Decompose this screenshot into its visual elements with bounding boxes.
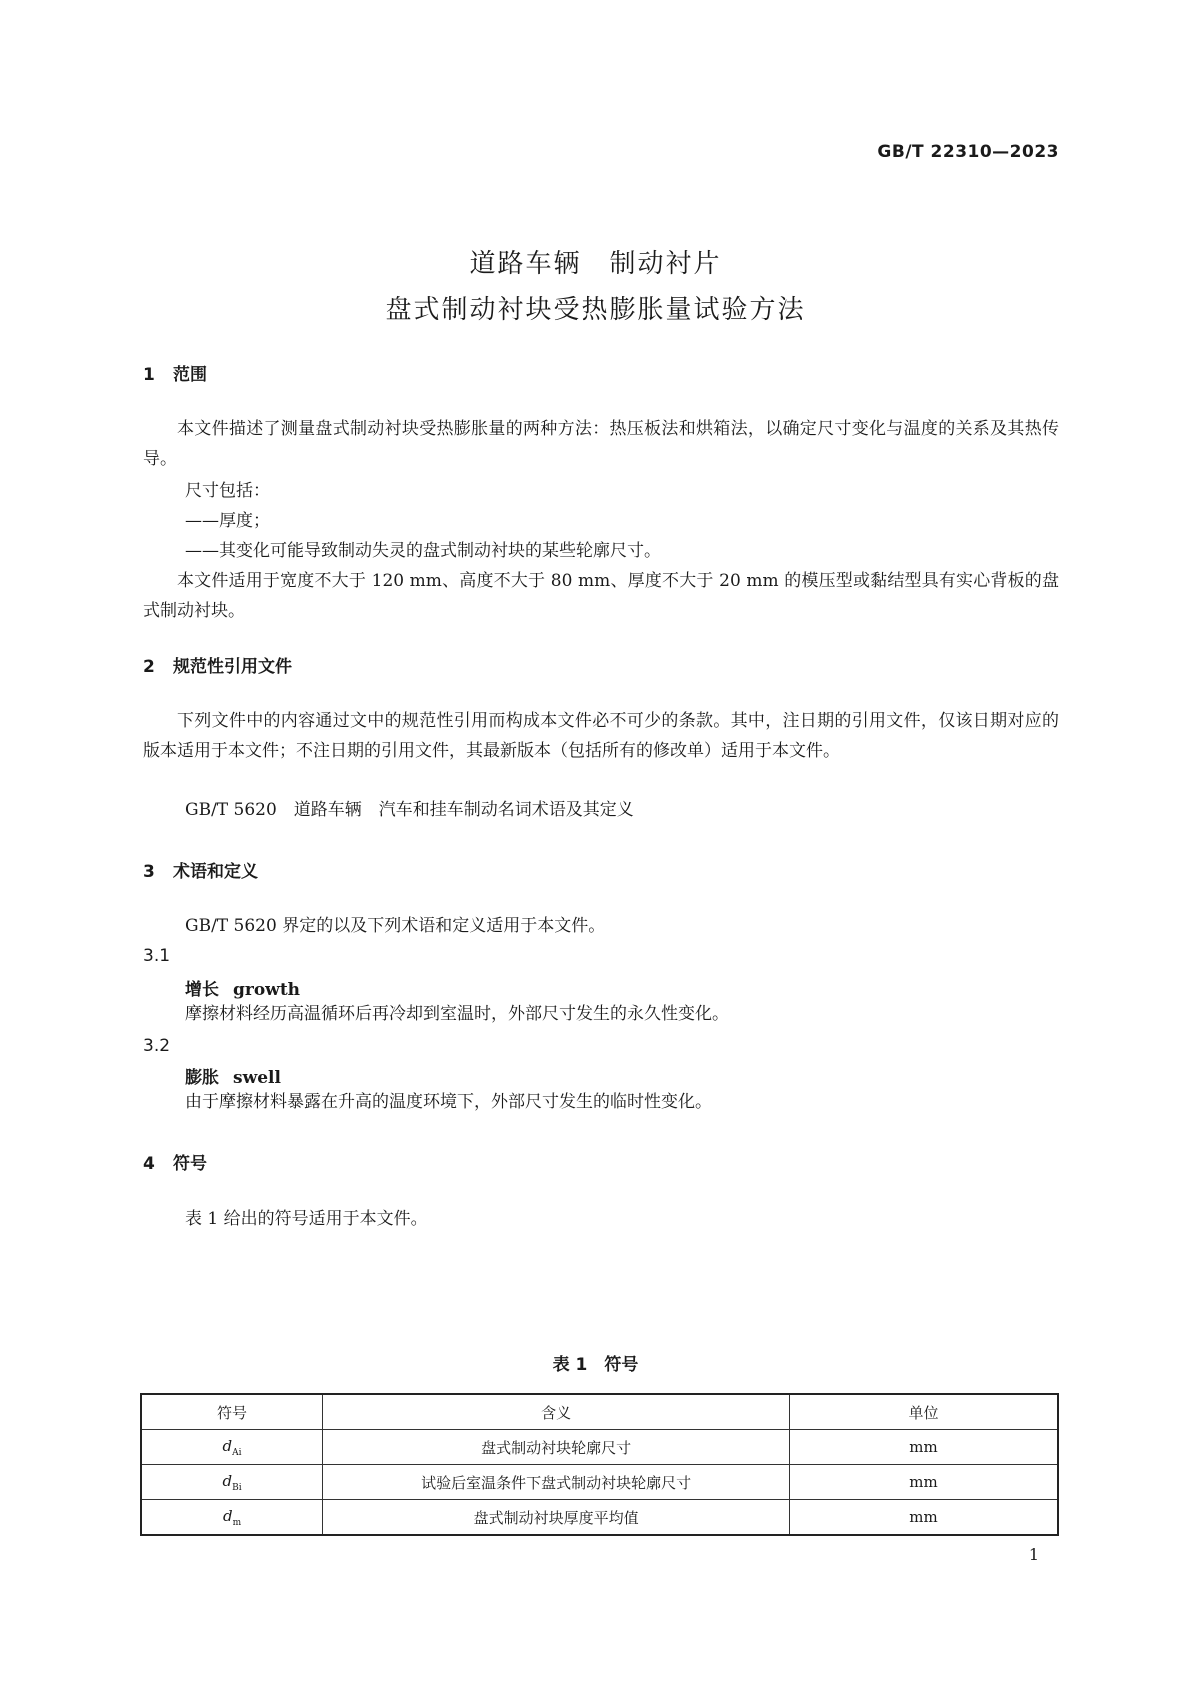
table-row: [141, 1500, 1058, 1536]
table-header-cell: 含义: [323, 1394, 790, 1430]
symbols-intro: 表 1 给出的符号适用于本文件。: [185, 1209, 428, 1229]
term-cn: 膨胀: [185, 1068, 219, 1088]
terms-intro: GB/T 5620 界定的以及下列术语和定义适用于本文件。: [185, 916, 606, 936]
table-header-cell: 单位: [790, 1394, 1058, 1430]
section-title: 范围: [173, 365, 207, 385]
section-title: 符号: [173, 1154, 207, 1174]
table-header-cell: 符号: [141, 1394, 323, 1430]
section-number: 1: [143, 365, 155, 385]
section-number: 4: [143, 1154, 155, 1174]
table-row: [141, 1465, 1058, 1500]
term-en: growth: [233, 980, 301, 1000]
section-heading-normative-references: [143, 652, 292, 677]
symbol-cell: $d_{Bi}$: [141, 1465, 323, 1500]
meaning-cell: 盘式制动衬块厚度平均值: [323, 1500, 790, 1536]
term-en: swell: [233, 1068, 281, 1088]
table-row: [141, 1430, 1058, 1465]
term-number: 3.1: [143, 946, 171, 966]
scope-dimensions-intro: 尺寸包括：: [185, 481, 270, 501]
term-definition: 由于摩擦材料暴露在升高的温度环境下，外部尺寸发生的临时性变化。: [185, 1092, 712, 1112]
references-paragraph: 下列文件中的内容通过文中的规范性引用而构成本文件必不可少的条款。其中，注日期的引用文件，仅该日期对应的版本适用于本文件；不注日期的引用文件，其最新版本（包括所有的修改单）适用于本文件。: [143, 711, 1059, 761]
term-swell: [185, 1063, 281, 1088]
unit-cell: mm: [790, 1430, 1058, 1465]
table-caption: 表 1 符号: [552, 1355, 639, 1375]
scope-list-item: ——厚度；: [185, 511, 270, 531]
scope-paragraph-2: 本文件适用于宽度不大于 120 mm、高度不大于 80 mm、厚度不大于 20 mm 的模压型或黏结型具有实心背板的盘式制动衬块。: [143, 571, 1059, 621]
term-number: 3.2: [143, 1036, 171, 1056]
table-header-row: [141, 1394, 1058, 1430]
meaning-cell: 盘式制动衬块轮廓尺寸: [323, 1430, 790, 1465]
unit-cell: mm: [790, 1465, 1058, 1500]
doc-title-line2: 盘式制动衬块受热膨胀量试验方法: [385, 295, 806, 325]
symbol-cell: $d_{Ai}$: [141, 1430, 323, 1465]
scope-paragraph-1: 本文件描述了测量盘式制动衬块受热膨胀量的两种方法：热压板法和烘箱法，以确定尺寸变化与温度的关系及其热传导。: [143, 419, 1059, 469]
symbols-table: [140, 1393, 1059, 1536]
doc-title-line1: 道路车辆 制动衬片: [469, 249, 722, 279]
section-heading-symbols: [143, 1149, 207, 1174]
page-number: 1: [1028, 1545, 1039, 1564]
section-number: 3: [143, 862, 155, 882]
section-heading-terms: [143, 857, 258, 882]
meaning-cell: 试验后室温条件下盘式制动衬块轮廓尺寸: [323, 1465, 790, 1500]
symbol-cell: $d_m$: [141, 1500, 323, 1536]
section-heading-scope: [143, 360, 207, 385]
scope-list-item: ——其变化可能导致制动失灵的盘式制动衬块的某些轮廓尺寸。: [185, 541, 661, 561]
term-growth: [185, 975, 300, 1000]
unit-cell: mm: [790, 1500, 1058, 1536]
reference-item: GB/T 5620 道路车辆 汽车和挂车制动名词术语及其定义: [185, 800, 634, 820]
term-definition: 摩擦材料经历高温循环后再冷却到室温时，外部尺寸发生的永久性变化。: [185, 1004, 729, 1024]
standard-number: GB/T 22310—2023: [877, 142, 1059, 162]
section-number: 2: [143, 657, 155, 677]
term-cn: 增长: [185, 980, 219, 1000]
section-title: 规范性引用文件: [173, 657, 292, 677]
section-title: 术语和定义: [173, 862, 258, 882]
